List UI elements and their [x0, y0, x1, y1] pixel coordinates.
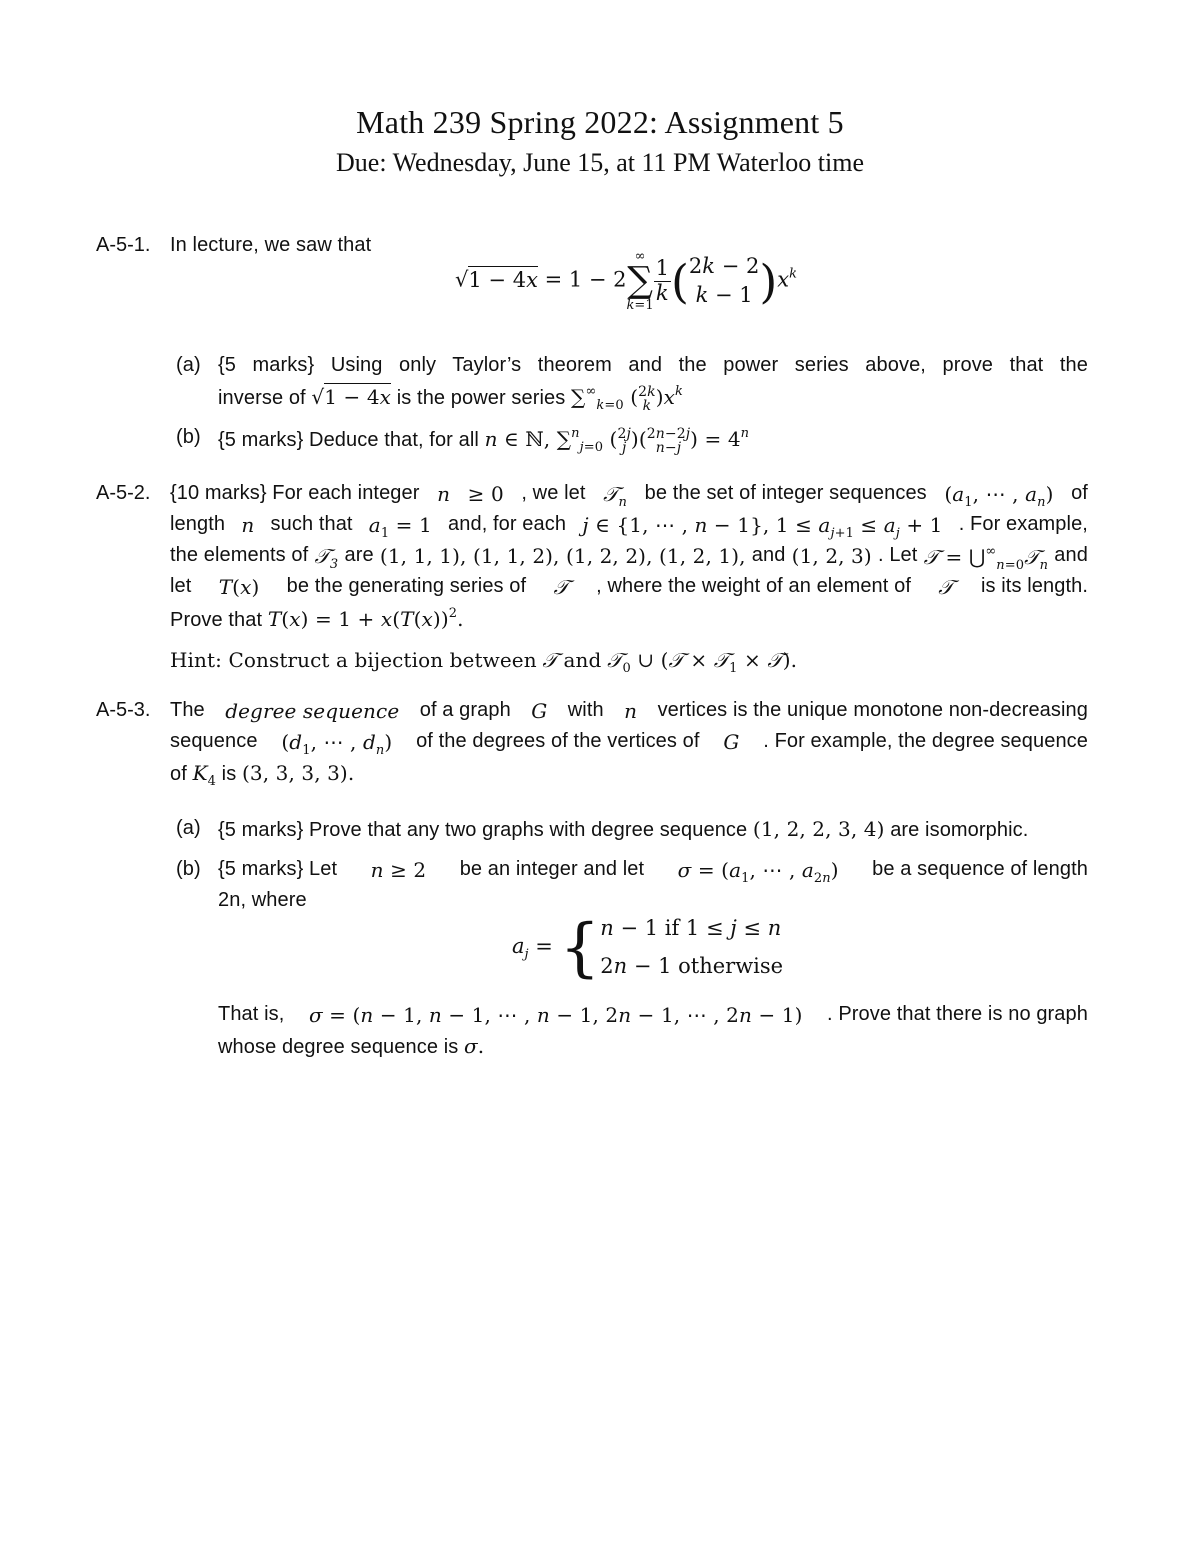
part-b-text: {5 marks} Deduce that, for all n ∈ ℕ, ∑$^n_{j=0}$ (2j j )(2n−2j n−j ) = $4^n$	[218, 425, 750, 456]
text-fragment: whose degree sequence is	[218, 1036, 459, 1058]
part-a-text-line2: inverse of √1 − 4x is the power series $\sum^\infty_{k=0}$ (2k k )$x^k$	[218, 383, 683, 414]
part-label: (a)	[176, 817, 201, 839]
problem-label: A-5-1.	[96, 234, 151, 256]
text-fragment: is its length.	[980, 575, 1088, 597]
text-fragment: sequence	[170, 730, 258, 752]
text-fragment: be the generating series of	[286, 575, 527, 597]
part-a-text: {5 marks} Using only Taylor’s theorem and the power series above, prove that the	[218, 354, 1088, 376]
part-a-text: {5 marks} Prove that any two graphs with degree sequence (1, 2, 2, 3, 4) are isomorphic.	[218, 817, 1029, 841]
text-fragment: be an integer and let	[459, 858, 645, 880]
text-fragment: be the set of integer sequences	[644, 482, 927, 504]
text-fragment: {10 marks} For each integer	[170, 482, 420, 504]
text-fragment: are	[344, 544, 374, 566]
due-date: Due: Wednesday, June 15, at 11 PM Waterloo time	[336, 148, 864, 177]
text-fragment: such that	[270, 513, 353, 535]
text-fragment: is	[221, 763, 237, 785]
text-fragment: . For example, the degree sequence	[763, 730, 1088, 752]
text-fragment: and	[563, 648, 602, 672]
text-fragment: {5 marks} Let	[218, 858, 338, 880]
problem-intro: In lecture, we saw that	[170, 234, 372, 256]
text-fragment: That is,	[218, 1003, 285, 1025]
text-fragment: let	[170, 575, 192, 597]
text-fragment: of	[1071, 482, 1088, 504]
text-fragment: and, for each	[448, 513, 567, 535]
p2-line-5: Prove that $T(x) = 1 + x(T(x))^2$.	[170, 606, 464, 631]
text-fragment: , we let	[521, 482, 586, 504]
part-b-last-line: whose degree sequence is σ.	[218, 1034, 485, 1058]
part-label: (a)	[176, 354, 201, 376]
text-fragment: and	[1054, 544, 1088, 566]
text-fragment: {5 marks} Deduce that, for all	[218, 429, 479, 451]
p3-line-2: sequence ($d_1$, ⋯ , $d_n$) of the degrees of the vertices of G . For example, the degree sequence	[170, 730, 1088, 758]
p2-line-4: let T(x) be the generating series of 𝒯 , where the weight of an element of 𝒯 is its length.	[170, 575, 1088, 599]
p2-line-3: the elements of 𝒯$_3$ are (1, 1, 1), (1, 1, 2), (1, 2, 2), (1, 2, 1), and (1, 2, 3) . Let 𝒯 = $⋃^\infty_{n=0}𝒯_n$ and	[170, 544, 1088, 573]
text-fragment: of a graph	[419, 699, 511, 721]
part-label: (b)	[176, 858, 201, 880]
text-fragment: with	[567, 699, 604, 721]
display-equation-cases: $a_j = \{n - 1$ if 1 ≤ j ≤ n 2n − 1 otherwise	[512, 910, 784, 985]
display-equation-sqrt-series: √1 − 4x = 1 − 2 ∞ ∑ k=1 $\frac{1}{k}$ (2k − 2 k − 1 )$x^k$	[455, 249, 798, 313]
text-fragment: . For example,	[958, 513, 1088, 535]
text-fragment: Prove that	[170, 609, 263, 631]
text-fragment: , where the weight of an element of	[596, 575, 911, 597]
part-b-line-2: 2n, where	[218, 889, 307, 911]
text-fragment: are isomorphic.	[890, 819, 1029, 841]
text-fragment: vertices is the unique monotone non-decreasing	[657, 699, 1088, 721]
text-fragment: length	[170, 513, 226, 535]
text-fragment: . Prove that there is no graph	[827, 1003, 1088, 1025]
text-fragment: is the power series	[396, 387, 566, 409]
text-fragment: otherwise	[678, 953, 784, 978]
text-fragment: degree sequence	[225, 699, 400, 723]
part-b-that-is: That is, σ = (n − 1, n − 1, ⋯ , n − 1, 2n − 1, ⋯ , 2n − 1) . Prove that there is no graph	[218, 1003, 1088, 1027]
text-fragment: be a sequence of length	[872, 858, 1088, 880]
p3-line-1: The degree sequence of a graph G with n vertices is the unique monotone non-decreasing	[170, 699, 1088, 723]
problem-label: A-5-2.	[96, 482, 151, 504]
p3-line-3: of $K_4$ is (3, 3, 3, 3).	[170, 761, 355, 789]
text-fragment: of	[170, 763, 187, 785]
text-fragment: Hint: Construct a bijection between	[170, 648, 537, 672]
part-b-line-1: {5 marks} Let n ≥ 2 be an integer and let $\sigma = (a_1$, ⋯ , $a_{2n}$) be a sequence of length	[218, 858, 1088, 886]
text-fragment: if	[664, 916, 680, 940]
p2-line-2: length n such that $a_1 = 1$ and, for each j ∈ {1, ⋯ , n − 1}, $1 \le a_{j+1} \le a_j + 1$ . For example,	[170, 513, 1088, 541]
part-label: (b)	[176, 426, 201, 448]
hint: Hint: Construct a bijection between 𝒯 and 𝒯$_0$ ∪ (𝒯 × 𝒯$_1$ × 𝒯).	[170, 648, 798, 676]
text-fragment: and	[751, 544, 786, 566]
text-fragment: . Let	[878, 544, 918, 566]
p2-line-1: {10 marks} For each integer n ≥ 0 , we let 𝒯$_n$ be the set of integer sequences ($a_1$, ⋯ , $a_n$) of	[170, 482, 1088, 510]
text-fragment: the elements of	[170, 544, 309, 566]
page-title: Math 239 Spring 2022: Assignment 5	[356, 104, 844, 140]
problem-label: A-5-3.	[96, 699, 151, 721]
text-fragment: inverse of	[218, 387, 306, 409]
text-fragment: of the degrees of the vertices of	[416, 730, 700, 752]
text-fragment: {5 marks} Prove that any two graphs with degree sequence	[218, 819, 748, 841]
text-fragment: The	[170, 699, 205, 721]
